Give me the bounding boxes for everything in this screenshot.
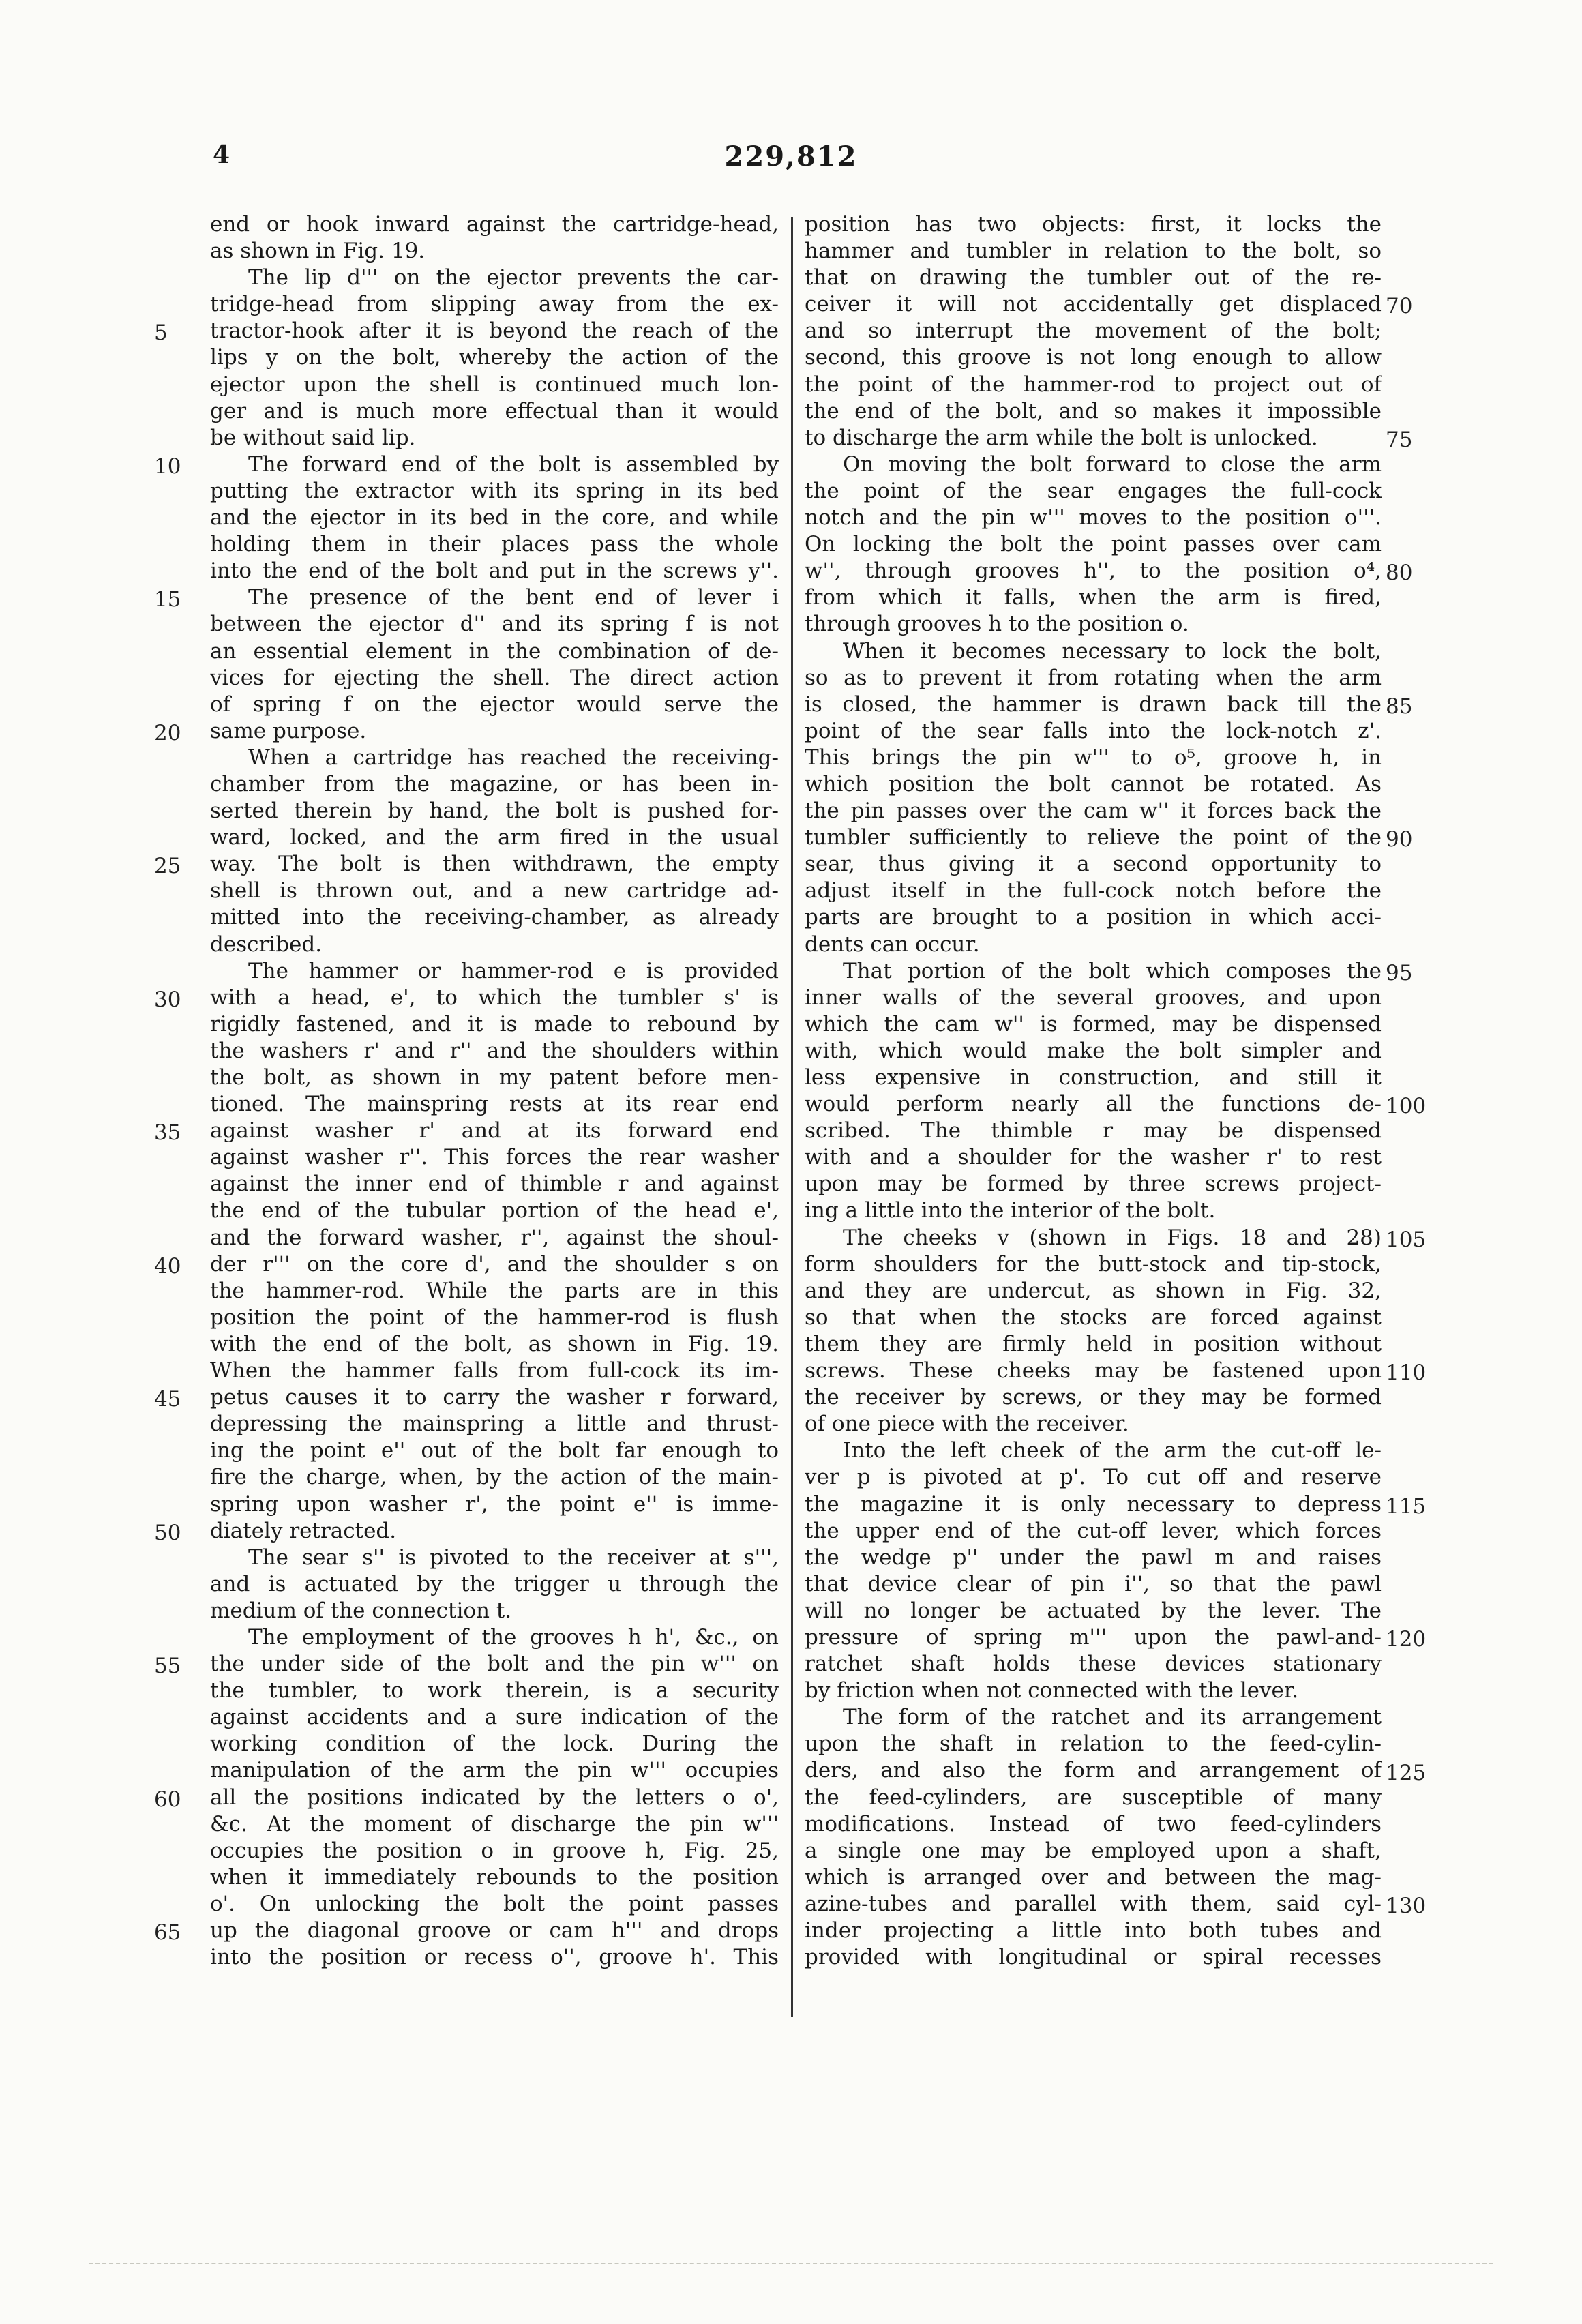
text-line: the end of the bolt, and so makes it impossible bbox=[805, 398, 1382, 423]
text-line: end or hook inward against the cartridge-head, bbox=[210, 212, 779, 237]
text-line: the washers r' and r'' and the shoulders within bbox=[210, 1038, 779, 1063]
text-line: tridge-head from slipping away from the ex- bbox=[210, 292, 779, 317]
text-line: which the cam w'' is formed, may be dispensed bbox=[805, 1011, 1382, 1037]
text-line: as shown in Fig. 19. bbox=[210, 239, 426, 264]
text-line: to discharge the arm while the bolt is unlocked. bbox=[805, 425, 1318, 450]
text-line: petus causes it to carry the washer r forward, bbox=[210, 1385, 779, 1410]
line-number: 95 bbox=[1386, 960, 1413, 985]
text-line: through grooves h to the position o. bbox=[805, 612, 1189, 637]
text-line: and so interrupt the movement of the bolt; bbox=[805, 318, 1382, 344]
text-line: the pin passes over the cam w'' it forces back the bbox=[805, 799, 1382, 824]
text-line: will no longer be actuated by the lever. The bbox=[805, 1598, 1382, 1623]
text-line: hammer and tumbler in relation to the bolt, so bbox=[805, 239, 1382, 264]
line-number: 85 bbox=[1386, 694, 1413, 719]
text-line: with a head, e', to which the tumbler s' is bbox=[210, 985, 779, 1010]
text-line: The employment of the grooves h h', &c., on bbox=[248, 1624, 779, 1650]
text-line: The presence of the bent end of lever i bbox=[248, 585, 779, 610]
text-line: less expensive in construction, and still it bbox=[805, 1065, 1382, 1090]
text-line: mitted into the receiving-chamber, as already bbox=[210, 905, 779, 930]
text-line: when it immediately rebounds to the position bbox=[210, 1864, 779, 1890]
text-line: rigidly fastened, and it is made to rebound by bbox=[210, 1011, 779, 1037]
text-line: On locking the bolt the point passes over cam bbox=[805, 532, 1382, 557]
text-line: occupies the position o in groove h, Fig. 25, bbox=[210, 1838, 779, 1863]
text-line: position the point of the hammer-rod is flush bbox=[210, 1305, 779, 1330]
text-line: lips y on the bolt, whereby the action of the bbox=[210, 345, 779, 370]
text-line: would perform nearly all the functions de- bbox=[805, 1092, 1382, 1117]
line-number: 130 bbox=[1386, 1894, 1427, 1919]
text-line: Into the left cheek of the arm the cut-off le- bbox=[843, 1438, 1382, 1463]
text-line: modifications. Instead of two feed-cylinders bbox=[805, 1811, 1382, 1836]
text-line: second, this groove is not long enough to allow bbox=[805, 345, 1382, 370]
text-line: shell is thrown out, and a new cartridge ad- bbox=[210, 878, 779, 904]
line-number: 45 bbox=[154, 1387, 181, 1412]
text-line: When it becomes necessary to lock the bolt, bbox=[843, 638, 1382, 664]
text-line: fire the charge, when, by the action of the main- bbox=[210, 1465, 779, 1490]
text-line: position has two objects: first, it locks the bbox=[805, 212, 1382, 237]
text-line: from which it falls, when the arm is fired, bbox=[805, 585, 1382, 610]
text-line: which position the bolt cannot be rotated. As bbox=[805, 771, 1382, 796]
text-line: the feed-cylinders, are susceptible of many bbox=[805, 1785, 1382, 1810]
text-line: chamber from the magazine, or has been in- bbox=[210, 771, 779, 796]
text-line: with, which would make the bolt simpler and bbox=[805, 1038, 1382, 1063]
line-number: 50 bbox=[154, 1520, 181, 1545]
text-line: that device clear of pin i'', so that the pawl bbox=[805, 1571, 1382, 1596]
text-line: ing the point e'' out of the bolt far enough to bbox=[210, 1438, 779, 1463]
text-line: into the end of the bolt and put in the screws y''. bbox=[210, 558, 779, 584]
text-line: scribed. The thimble r may be dispensed bbox=[805, 1118, 1382, 1144]
text-line: inder projecting a little into both tubes and bbox=[805, 1918, 1382, 1943]
text-line: point of the sear falls into the lock-notch z'. bbox=[805, 718, 1382, 743]
text-line: the tumbler, to work therein, is a security bbox=[210, 1678, 779, 1703]
page-number: 4 bbox=[213, 140, 230, 169]
text-line: ceiver it will not accidentally get displaced bbox=[805, 292, 1382, 317]
text-line: form shoulders for the butt-stock and tip-stock, bbox=[805, 1251, 1382, 1277]
text-line: described. bbox=[210, 932, 323, 957]
text-line: adjust itself in the full-cock notch before the bbox=[805, 878, 1382, 904]
text-line: the point of the hammer-rod to project out of bbox=[805, 372, 1382, 397]
text-line: ders, and also the form and arrangement of bbox=[805, 1758, 1382, 1783]
text-line: the point of the sear engages the full-cock bbox=[805, 478, 1382, 503]
text-line: same purpose. bbox=[210, 718, 367, 743]
line-number: 40 bbox=[154, 1253, 181, 1279]
text-line: them they are firmly held in position without bbox=[805, 1331, 1382, 1356]
text-line: be without said lip. bbox=[210, 425, 416, 450]
text-line: der r''' on the core d', and the shoulder s on bbox=[210, 1251, 779, 1277]
text-line: ejector upon the shell is continued much lon- bbox=[210, 372, 779, 397]
text-line: ver p is pivoted at p'. To cut off and reserve bbox=[805, 1465, 1382, 1490]
text-line: that on drawing the tumbler out of the re- bbox=[805, 265, 1382, 290]
column-divider bbox=[791, 217, 793, 2017]
text-line: by friction when not connected with the lever. bbox=[805, 1678, 1299, 1703]
text-line: When a cartridge has reached the receiving- bbox=[248, 745, 779, 770]
line-number: 100 bbox=[1386, 1094, 1427, 1119]
text-line: The cheeks v (shown in Figs. 18 and 28) bbox=[843, 1225, 1382, 1250]
text-line: of one piece with the receiver. bbox=[805, 1412, 1129, 1437]
page-bottom-rule bbox=[89, 2263, 1493, 2264]
text-line: When the hammer falls from full-cock its im- bbox=[210, 1358, 779, 1384]
text-line: ing a little into the interior of the bolt. bbox=[805, 1198, 1216, 1223]
text-line: and is actuated by the trigger u through the bbox=[210, 1571, 779, 1596]
text-line: the upper end of the cut-off lever, which forces bbox=[805, 1518, 1382, 1543]
text-line: The lip d''' on the ejector prevents the car- bbox=[248, 265, 779, 290]
page-header bbox=[0, 140, 1582, 181]
text-line: working condition of the lock. During the bbox=[210, 1731, 779, 1757]
text-line: against the inner end of thimble r and against bbox=[210, 1172, 779, 1197]
line-number: 125 bbox=[1386, 1760, 1427, 1785]
text-line: serted therein by hand, the bolt is pushed for- bbox=[210, 799, 779, 824]
line-number: 110 bbox=[1386, 1360, 1427, 1386]
line-number: 55 bbox=[154, 1654, 181, 1679]
line-number: 115 bbox=[1386, 1493, 1427, 1519]
text-line: putting the extractor with its spring in its bed bbox=[210, 478, 779, 503]
line-number: 75 bbox=[1386, 427, 1413, 452]
text-line: provided with longitudinal or spiral recesses bbox=[805, 1945, 1382, 1970]
text-line: with the end of the bolt, as shown in Fig. 19. bbox=[210, 1331, 779, 1356]
text-line: manipulation of the arm the pin w''' occupies bbox=[210, 1758, 779, 1783]
text-line: and they are undercut, as shown in Fig. 32, bbox=[805, 1278, 1382, 1303]
line-number: 60 bbox=[154, 1787, 181, 1812]
right-text-column bbox=[805, 211, 1382, 1971]
text-line: the magazine it is only necessary to depress bbox=[805, 1491, 1382, 1517]
text-line: the receiver by screws, or they may be formed bbox=[805, 1385, 1382, 1410]
text-line: the under side of the bolt and the pin w''' on bbox=[210, 1652, 779, 1677]
text-line: dents can occur. bbox=[805, 932, 980, 957]
line-number: 35 bbox=[154, 1120, 181, 1146]
text-line: holding them in their places pass the whole bbox=[210, 532, 779, 557]
text-line: of spring f on the ejector would serve the bbox=[210, 691, 779, 717]
text-line: the hammer-rod. While the parts are in this bbox=[210, 1278, 779, 1303]
text-line: ger and is much more effectual than it would bbox=[210, 398, 779, 423]
text-line: That portion of the bolt which composes the bbox=[843, 958, 1382, 983]
text-line: the end of the tubular portion of the head e', bbox=[210, 1198, 779, 1223]
text-line: diately retracted. bbox=[210, 1518, 397, 1543]
text-line: parts are brought to a position in which acci- bbox=[805, 905, 1382, 930]
text-line: a single one may be employed upon a shaft, bbox=[805, 1838, 1382, 1863]
line-number: 10 bbox=[154, 453, 181, 479]
text-line: The form of the ratchet and its arrangement bbox=[843, 1705, 1382, 1730]
text-line: tumbler sufficiently to relieve the point of the bbox=[805, 825, 1382, 850]
text-line: depressing the mainspring a little and thrust- bbox=[210, 1412, 779, 1437]
text-line: w'', through grooves h'', to the position o⁴, bbox=[805, 558, 1382, 584]
line-number: 20 bbox=[154, 720, 181, 745]
patent-number: 229,812 bbox=[724, 140, 858, 173]
text-line: o'. On unlocking the bolt the point passes bbox=[210, 1891, 779, 1916]
text-line: up the diagonal groove or cam h''' and drops bbox=[210, 1918, 779, 1943]
text-line: The sear s'' is pivoted to the receiver at s''', bbox=[248, 1545, 779, 1570]
text-line: The forward end of the bolt is assembled by bbox=[248, 451, 779, 477]
text-line: sear, thus giving it a second opportunity to bbox=[805, 852, 1382, 877]
text-line: pressure of spring m''' upon the pawl-and- bbox=[805, 1624, 1382, 1650]
text-line: the wedge p'' under the pawl m and raises bbox=[805, 1545, 1382, 1570]
text-line: medium of the connection t. bbox=[210, 1598, 512, 1623]
text-line: tractor-hook after it is beyond the reach of the bbox=[210, 318, 779, 344]
line-number: 25 bbox=[154, 854, 181, 879]
text-line: This brings the pin w''' to o⁵, groove h, in bbox=[805, 745, 1382, 770]
text-line: against washer r' and at its forward end bbox=[210, 1118, 779, 1144]
line-number: 5 bbox=[154, 321, 168, 346]
text-line: an essential element in the combination of de- bbox=[210, 638, 779, 664]
text-line: and the ejector in its bed in the core, and while bbox=[210, 505, 779, 531]
text-line: against washer r''. This forces the rear washer bbox=[210, 1145, 779, 1170]
line-number: 90 bbox=[1386, 827, 1413, 852]
text-line: into the position or recess o'', groove h'. This bbox=[210, 1945, 779, 1970]
left-text-column bbox=[210, 211, 779, 1971]
text-line: ratchet shaft holds these devices stationary bbox=[805, 1652, 1382, 1677]
text-line: which is arranged over and between the mag- bbox=[805, 1864, 1382, 1890]
text-line: upon the shaft in relation to the feed-cylin- bbox=[805, 1731, 1382, 1757]
line-number: 80 bbox=[1386, 561, 1413, 586]
text-line: with and a shoulder for the washer r' to rest bbox=[805, 1145, 1382, 1170]
line-number: 30 bbox=[154, 987, 181, 1012]
text-line: against accidents and a sure indication of the bbox=[210, 1705, 779, 1730]
text-line: between the ejector d'' and its spring f is not bbox=[210, 612, 779, 637]
text-line: notch and the pin w''' moves to the position o'''. bbox=[805, 505, 1382, 531]
text-line: &c. At the moment of discharge the pin w''' bbox=[210, 1811, 779, 1836]
line-number: 120 bbox=[1386, 1627, 1427, 1652]
line-number: 15 bbox=[154, 587, 181, 612]
text-line: screws. These cheeks may be fastened upon bbox=[805, 1358, 1382, 1384]
text-line: so as to prevent it from rotating when the arm bbox=[805, 665, 1382, 690]
line-number: 70 bbox=[1386, 294, 1413, 319]
text-line: spring upon washer r', the point e'' is imme- bbox=[210, 1491, 779, 1517]
text-line: and the forward washer, r'', against the shoul- bbox=[210, 1225, 779, 1250]
text-line: so that when the stocks are forced against bbox=[805, 1305, 1382, 1330]
text-line: On moving the bolt forward to close the arm bbox=[843, 451, 1382, 477]
text-line: the bolt, as shown in my patent before men- bbox=[210, 1065, 779, 1090]
text-line: inner walls of the several grooves, and upon bbox=[805, 985, 1382, 1010]
text-line: upon may be formed by three screws project- bbox=[805, 1172, 1382, 1197]
text-line: ward, locked, and the arm fired in the usual bbox=[210, 825, 779, 850]
line-number: 65 bbox=[154, 1920, 181, 1946]
text-line: vices for ejecting the shell. The direct action bbox=[210, 665, 779, 690]
text-line: way. The bolt is then withdrawn, the empty bbox=[210, 852, 779, 877]
text-line: is closed, the hammer is drawn back till the bbox=[805, 691, 1382, 717]
text-line: all the positions indicated by the letters o o', bbox=[210, 1785, 779, 1810]
line-number: 105 bbox=[1386, 1227, 1427, 1252]
text-line: azine-tubes and parallel with them, said cyl- bbox=[805, 1891, 1382, 1916]
text-line: tioned. The mainspring rests at its rear end bbox=[210, 1092, 779, 1117]
text-line: The hammer or hammer-rod e is provided bbox=[248, 958, 779, 983]
